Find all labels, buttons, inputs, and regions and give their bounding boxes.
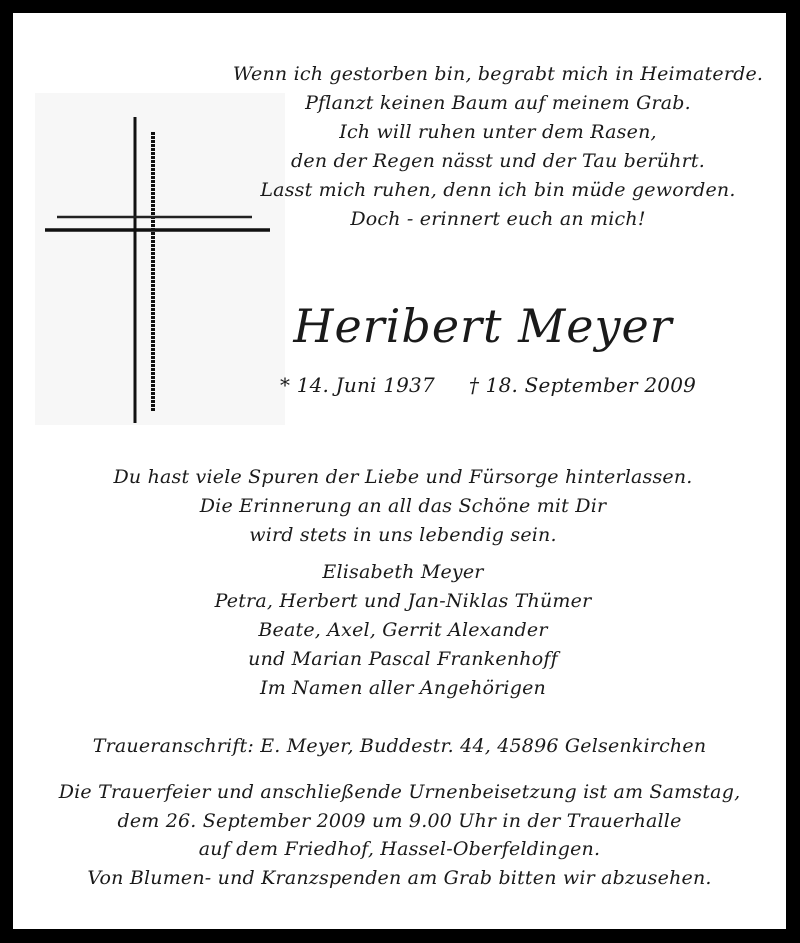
- poem-line: den der Regen nässt und der Tau berührt.: [291, 150, 705, 172]
- poem: [203, 60, 793, 234]
- service-line: auf dem Friedhof, Hassel-Oberfeldingen.: [198, 838, 601, 860]
- obituary-notice: [13, 13, 786, 929]
- deceased-name: Heribert Meyer: [293, 299, 673, 353]
- death-date: † 18. September 2009: [468, 373, 697, 397]
- family-line: Im Namen aller Angehörigen: [260, 677, 546, 699]
- service-info: [23, 778, 776, 892]
- service-line: dem 26. September 2009 um 9.00 Uhr in der Trauerhalle: [117, 809, 682, 832]
- family-line: Beate, Axel, Gerrit Alexander: [258, 619, 548, 641]
- poem-line: Lasst mich ruhen, denn ich bin müde geworden.: [260, 179, 736, 201]
- family-signatures: [143, 558, 663, 703]
- service-line: Von Blumen- und Kranzspenden am Grab bitten wir abzusehen.: [87, 866, 712, 889]
- poem-line: Doch - erinnert euch an mich!: [350, 208, 646, 230]
- service-line: Die Trauerfeier und anschließende Urnenbeisetzung ist am Samstag,: [58, 781, 741, 803]
- poem-line: Pflanzt keinen Baum auf meinem Grab.: [305, 92, 691, 114]
- family-line: und Marian Pascal Frankenhoff: [248, 648, 558, 670]
- poem-line: Ich will ruhen unter dem Rasen,: [339, 121, 657, 143]
- tribute-line: wird stets in uns lebendig sein.: [249, 524, 557, 546]
- poem-line: Wenn ich gestorben bin, begrabt mich in Heimaterde.: [232, 63, 764, 85]
- life-dates: [228, 371, 748, 399]
- mourning-address: Traueranschrift: E. Meyer, Buddestr. 44, 45896 Gelsenkirchen: [92, 735, 707, 757]
- family-line: Petra, Herbert und Jan-Niklas Thümer: [214, 590, 592, 612]
- family-line: Elisabeth Meyer: [322, 561, 484, 583]
- birth-date: * 14. Juni 1937: [279, 373, 435, 397]
- tribute-line: Die Erinnerung an all das Schöne mit Dir: [199, 495, 607, 517]
- tribute: [93, 463, 713, 550]
- tribute-line: Du hast viele Spuren der Liebe und Fürsorge hinterlassen.: [113, 466, 693, 488]
